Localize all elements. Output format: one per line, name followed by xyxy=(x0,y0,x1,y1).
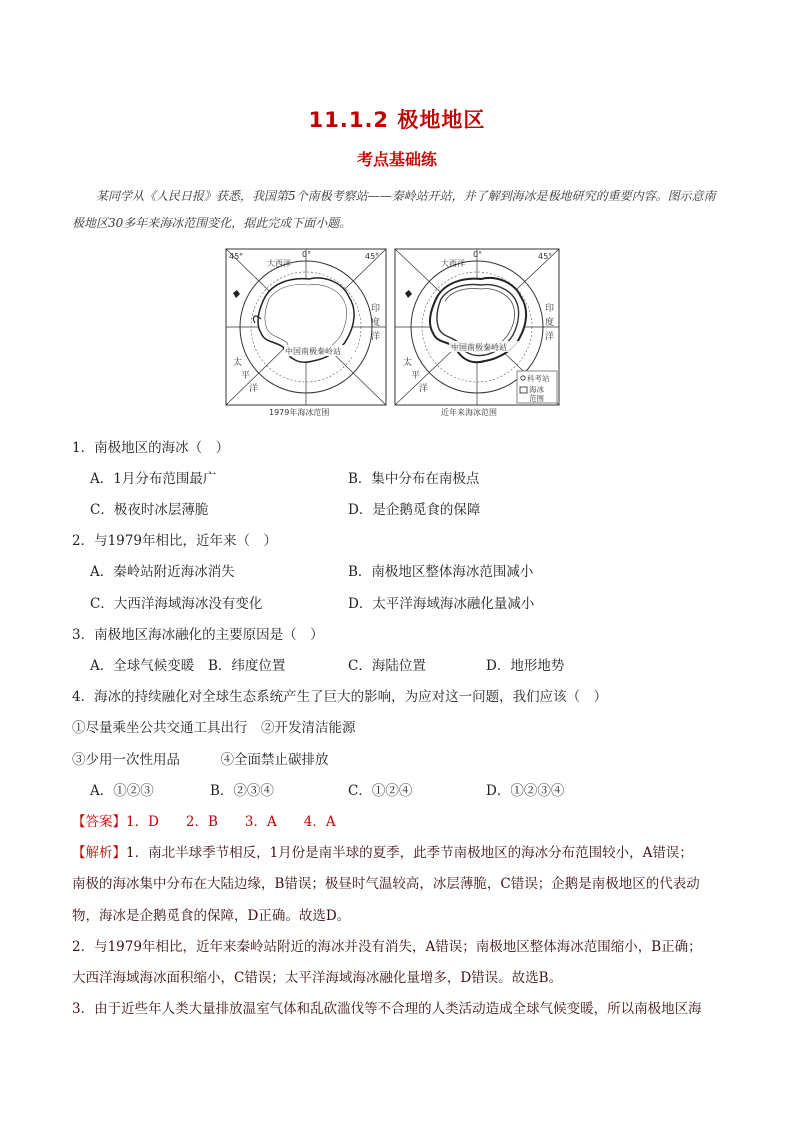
svg-text:范围: 范围 xyxy=(529,394,544,403)
lon-label-0: 0° xyxy=(302,250,312,259)
q3-option-c: C．海陆位置 xyxy=(348,658,426,674)
lon-label-45-left: 45° xyxy=(229,252,244,261)
station-label: 中国南极秦岭站 xyxy=(285,347,341,356)
q4-items-line-2: ③少用一次性用品 ④全面禁止碳排放 xyxy=(72,752,329,768)
svg-text:印: 印 xyxy=(371,304,381,314)
q4-option-a: A．①②③ xyxy=(90,783,154,799)
analysis-label: 【解析】 xyxy=(72,845,126,861)
answer-text: 1．D 2．B 3．A 4．A xyxy=(126,814,336,830)
q4-option-d: D．①②③④ xyxy=(486,783,565,799)
lon-label-45-right: 45° xyxy=(365,252,380,261)
page-subtitle: 考点基础练 xyxy=(356,150,437,169)
q2-option-c: C．大西洋海域海冰没有变化 xyxy=(90,596,263,612)
svg-text:科考站: 科考站 xyxy=(527,374,550,383)
antarctic-sea-ice-figure xyxy=(225,247,561,422)
map-caption-1979: 1979年海冰范围 xyxy=(269,408,330,417)
analysis-line-2: 南极的海冰集中分布在大陆边缘，B错误；极昼时气温较高，冰层薄脆，C错误；企鹅是南极地区的代表动 xyxy=(72,876,700,892)
q1-option-a: A．1月分布范围最广 xyxy=(90,471,217,487)
map-recent xyxy=(395,249,559,417)
q1-option-c: C．极夜时冰层薄脆 xyxy=(90,502,209,518)
map-caption-recent: 近年来海冰范围 xyxy=(441,408,497,417)
station-symbol-icon xyxy=(521,376,525,380)
analysis-line-6: 3．由于近些年人类大量排放温室气体和乱砍滥伐等不合理的人类活动造成全球气候变暖，所以南极地区海 xyxy=(72,1001,702,1017)
lon-label-0: 0° xyxy=(473,250,483,259)
svg-text:太: 太 xyxy=(403,358,413,368)
q2-option-b: B．南极地区整体海冰范围减小 xyxy=(348,564,534,580)
q3-option-a: A．全球气候变暖 xyxy=(90,658,195,674)
ocean-label-atlantic: 大西洋 xyxy=(441,259,465,268)
q1-option-b: B．集中分布在南极点 xyxy=(348,471,480,487)
q4-option-b: B．②③④ xyxy=(210,783,274,799)
question-3-stem: 3．南极地区海冰融化的主要原因是（ ） xyxy=(72,627,324,643)
ocean-label-atlantic: 大西洋 xyxy=(267,259,291,268)
q4-option-c: C．①②④ xyxy=(348,783,413,799)
q2-option-a: A．秦岭站附近海冰消失 xyxy=(90,564,235,580)
q4-items-line-1: ①尽量乘坐公共交通工具出行 ②开发清洁能源 xyxy=(72,720,356,736)
question-4-stem: 4．海冰的持续融化对全球生态系统产生了巨大的影响，为应对这一问题，我们应该（ ） xyxy=(72,689,608,705)
svg-text:度: 度 xyxy=(545,318,555,328)
svg-text:洋: 洋 xyxy=(419,384,429,394)
svg-text:平: 平 xyxy=(241,371,251,381)
ice-range-symbol-icon xyxy=(520,387,527,393)
map-legend xyxy=(517,371,557,403)
svg-text:印: 印 xyxy=(545,304,555,314)
q2-option-d: D．太平洋海域海冰融化量减小 xyxy=(348,596,535,612)
lon-label-45-right: 45° xyxy=(538,252,553,261)
svg-text:海冰: 海冰 xyxy=(529,385,544,394)
answer-line xyxy=(72,810,336,830)
q3-option-b: B．纬度位置 xyxy=(208,658,286,674)
station-label: 中国南极秦岭站 xyxy=(451,343,507,352)
page-title: 11.1.2 极地地区 xyxy=(308,108,486,132)
analysis-line-1: 【解析】1．南北半球季节相反，1月份是南半球的夏季，此季节南极地区的海冰分布范围较小，A错误； xyxy=(72,845,693,861)
question-2-stem: 2．与1979年相比，近年来（ ） xyxy=(72,533,277,549)
q3-option-d: D．地形地势 xyxy=(486,658,565,674)
question-1-stem: 1．南极地区的海冰（ ） xyxy=(72,440,230,456)
analysis-line-3: 物，海冰是企鹅觅食的保障，D正确。故选D。 xyxy=(72,908,351,924)
svg-text:洋: 洋 xyxy=(545,332,555,342)
q1-option-d: D．是企鹅觅食的保障 xyxy=(348,502,481,518)
answer-label: 【答案】 xyxy=(72,814,126,830)
map-1979 xyxy=(226,249,386,417)
svg-text:洋: 洋 xyxy=(249,384,259,394)
svg-text:平: 平 xyxy=(411,371,421,381)
svg-text:洋: 洋 xyxy=(371,332,381,342)
analysis-line-4: 2．与1979年相比，近年来秦岭站附近的海冰并没有消失，A错误；南极地区整体海冰范围缩小，B正确； xyxy=(72,939,702,955)
svg-text:太: 太 xyxy=(233,358,243,368)
svg-text:度: 度 xyxy=(371,318,381,328)
intro-paragraph: 某同学从《人民日报》获悉，我国第5个南极考察站——秦岭站开站，并了解到海冰是极地研究的重要内容。图示意南极地区30多年来海冰范围变化，据此完成下面小题。 xyxy=(72,189,716,230)
analysis-line-5: 大西洋海域海冰面积缩小，C错误；太平洋海域海冰融化量增多，D错误。故选B。 xyxy=(72,970,563,986)
